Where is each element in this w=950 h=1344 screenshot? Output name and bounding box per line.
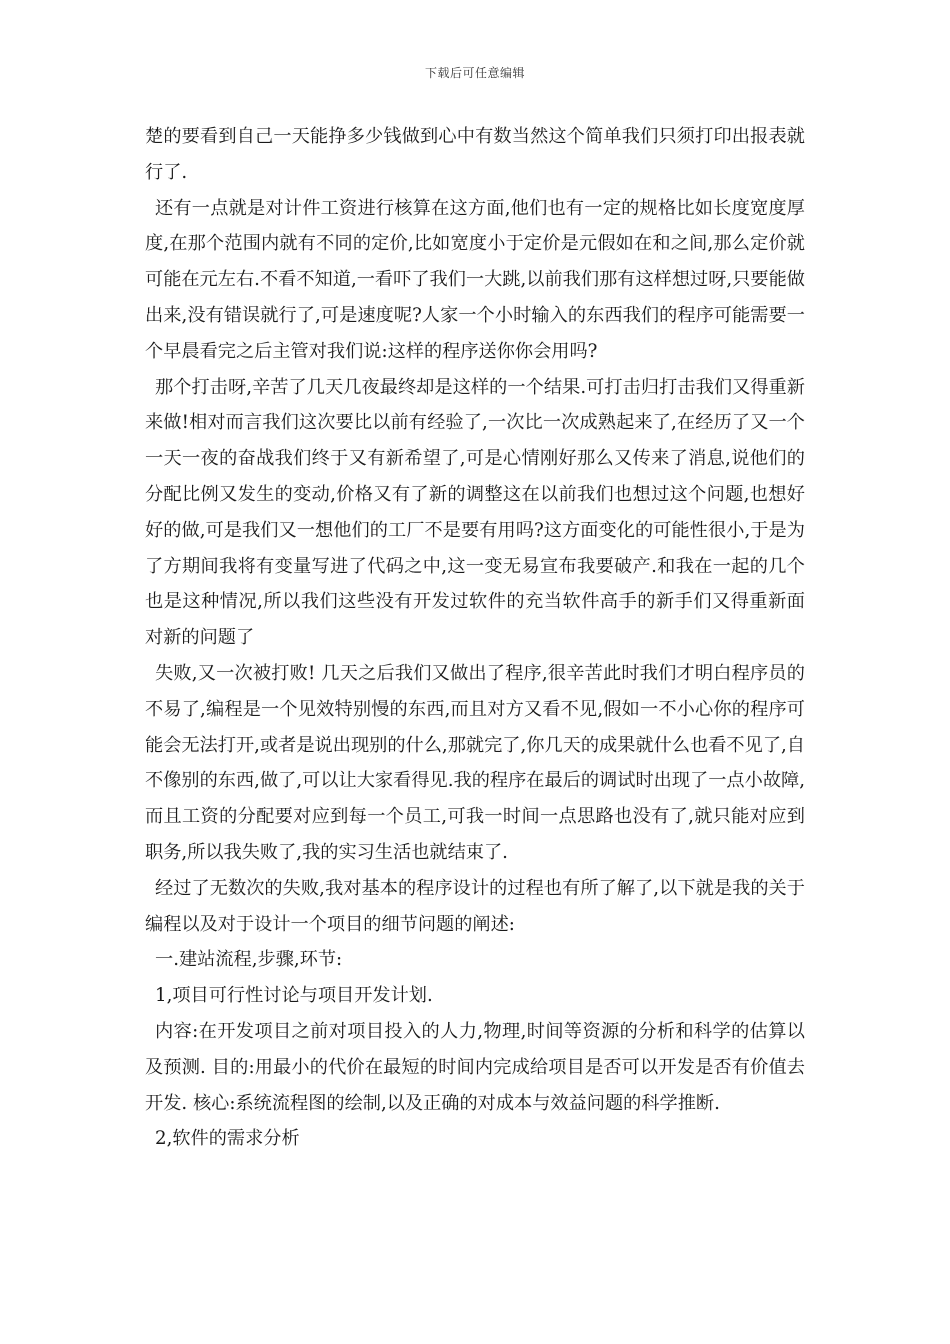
- paragraph: 内容:在开发项目之前对项目投入的人力,物理,时间等资源的分析和科学的估算以及预测. 目的:用最小的代价在最短的时间内完成给项目是否可以开发是否有价值去开发. 核心:系统流程图的绘制,以及正确的对成本与效益问题的科学推断.: [145, 1020, 805, 1114]
- paragraph: 经过了无数次的失败,我对基本的程序设计的过程也有所了解了,以下就是我的关于编程以及对于设计一个项目的细节问题的阐述:: [145, 877, 805, 935]
- subsection-heading: 1,项目可行性讨论与项目开发计划.: [155, 985, 433, 1007]
- paragraph: 失败,又一次被打败! 几天之后我们又做出了程序,很辛苦此时我们才明白程序员的不易了,编程是一个见效特别慢的东西,而且对方又看不见,假如一不小心你的程序可能会无法打开,或者是说出现别的什么,那就完了,你几天的成果就什么也看不见了,自不像别的东西,做了,可以让大家看得见.我的程序在最后的调试时出现了一点小故障,而且工资的分配要对应到每一个员工,可我一时间一点思路也没有了,就只能对应到职务,所以我失败了,我的实习生活也就结束了.: [145, 662, 805, 863]
- section-heading: 一.建站流程,步骤,环节:: [155, 949, 343, 971]
- page-header: 下载后可任意编辑: [424, 66, 525, 80]
- paragraph: 那个打击呀,辛苦了几天几夜最终却是这样的一个结果.可打击归打击我们又得重新来做!相对而言我们这次要比以前有经验了,一次比一次成熟起来了,在经历了又一个一天一夜的奋战我们终于又有新希望了,可是心情刚好那么又传来了消息,说他们的分配比例又发生的变动,价格又有了新的调整这在以前我们也想过这个问题,也想好好的做,可是我们又一想他们的工厂不是要有用吗?这方面变化的可能性很小,于是为了方期间我将有变量写进了代码之中,这一变无易宣布我要破产.和我在一起的几个也是这种情况,所以我们这些没有开发过软件的充当软件高手的新手们又得重新面对新的问题了: [145, 376, 805, 649]
- paragraph: 楚的要看到自己一天能挣多少钱做到心中有数当然这个简单我们只须打印出报表就行了.: [145, 126, 805, 183]
- document-body: [145, 119, 805, 1157]
- subsection-heading: 2,软件的需求分析: [155, 1128, 300, 1150]
- paragraph: 还有一点就是对计件工资进行核算在这方面,他们也有一定的规格比如长度宽度厚度,在那个范围内就有不同的定价,比如宽度小于定价是元假如在和之间,那么定价就可能在元左右.不看不知道,一看吓了我们一大跳,以前我们那有这样想过呀,只要能做出来,没有错误就行了,可是速度呢?人家一个小时输入的东西我们的程序可能需要一个早晨看完之后主管对我们说:这样的程序送你你会用吗?: [145, 197, 805, 362]
